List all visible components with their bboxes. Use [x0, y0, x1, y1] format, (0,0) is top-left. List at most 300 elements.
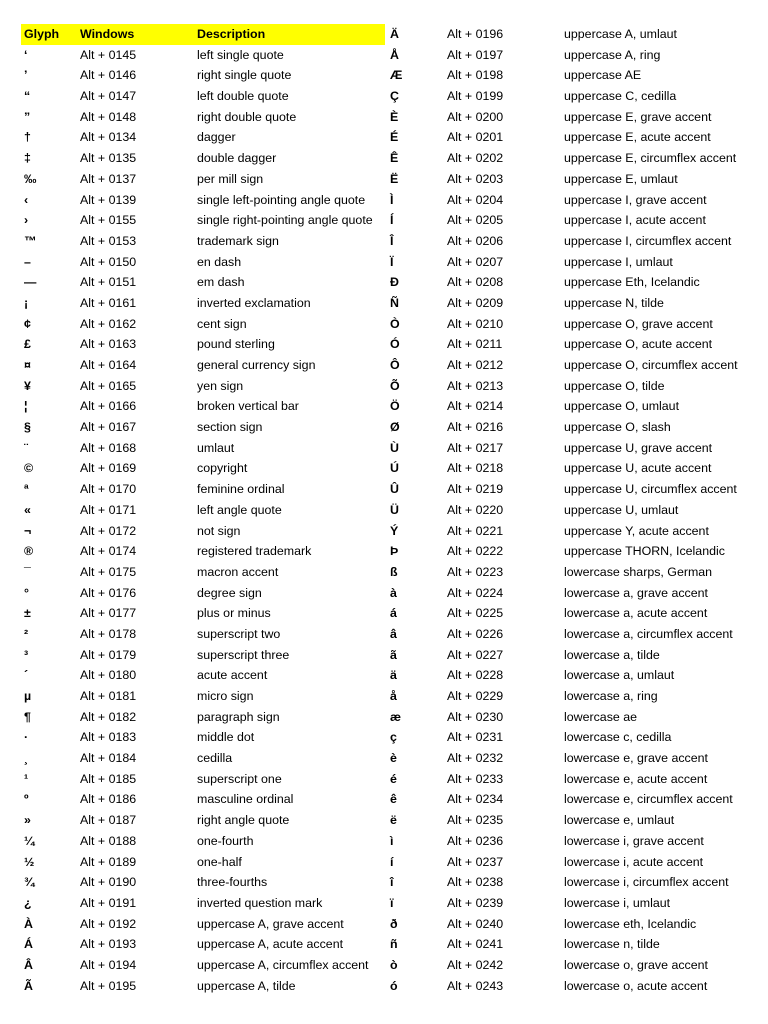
- right-glyph: Ï: [390, 254, 394, 269]
- right-description: uppercase O, umlaut: [564, 399, 680, 414]
- table-row: [0, 272, 768, 293]
- right-alt-code: Alt + 0221: [447, 523, 504, 538]
- left-alt-code: Alt + 0167: [80, 420, 137, 435]
- left-alt-code: Alt + 0189: [80, 854, 137, 869]
- right-description: uppercase O, circumflex accent: [564, 358, 738, 372]
- right-glyph: ï: [390, 895, 394, 910]
- right-description: uppercase E, acute accent: [564, 130, 711, 145]
- left-description: superscript three: [197, 647, 290, 662]
- left-glyph: ²: [24, 626, 29, 641]
- left-alt-code: Alt + 0151: [80, 275, 137, 290]
- right-description: uppercase C, cedilla: [564, 89, 677, 104]
- table-row: [0, 686, 768, 707]
- right-alt-code: Alt + 0243: [447, 978, 504, 993]
- left-alt-code: Alt + 0169: [80, 461, 137, 476]
- left-glyph: ³: [24, 647, 29, 662]
- table-row: [0, 914, 768, 935]
- right-description: uppercase U, grave accent: [564, 440, 713, 455]
- right-glyph: Ü: [390, 502, 399, 517]
- left-alt-code: Alt + 0155: [80, 213, 137, 228]
- table-row: [0, 86, 768, 107]
- right-description: uppercase O, tilde: [564, 378, 665, 393]
- left-description: right double quote: [197, 109, 297, 124]
- left-description: acute accent: [197, 668, 268, 683]
- table-row: [0, 127, 768, 148]
- left-alt-code: Alt + 0183: [80, 730, 137, 745]
- table-row: [0, 934, 768, 955]
- left-alt-code: Alt + 0139: [80, 192, 137, 207]
- header-row: [0, 24, 768, 45]
- left-description: middle dot: [197, 730, 255, 745]
- right-glyph: ì: [390, 833, 394, 848]
- left-description: degree sign: [197, 585, 262, 600]
- right-description: uppercase I, grave accent: [564, 192, 707, 207]
- right-alt-code: Alt + 0198: [447, 68, 504, 83]
- glyph-column-header: Glyph: [24, 27, 60, 41]
- table-row: [0, 541, 768, 562]
- left-glyph: Á: [24, 937, 33, 952]
- right-description: lowercase a, ring: [564, 689, 658, 703]
- right-description: lowercase a, acute accent: [564, 606, 708, 621]
- windows-column-header: Windows: [80, 27, 135, 41]
- right-description: uppercase Eth, Icelandic: [564, 275, 700, 290]
- right-glyph: ã: [390, 647, 397, 662]
- left-alt-code: Alt + 0163: [80, 337, 137, 352]
- right-description: uppercase Y, acute accent: [564, 523, 709, 538]
- right-description: lowercase eth, Icelandic: [564, 916, 697, 931]
- right-description: lowercase e, circumflex accent: [564, 792, 733, 807]
- left-glyph: §: [24, 420, 31, 435]
- left-glyph: º: [24, 792, 29, 807]
- left-alt-code: Alt + 0190: [80, 875, 137, 890]
- left-description: one-half: [197, 854, 242, 869]
- right-glyph: é: [390, 771, 397, 786]
- right-alt-code: Alt + 0203: [447, 171, 504, 186]
- left-alt-code: Alt + 0146: [80, 68, 137, 83]
- left-glyph: ±: [24, 606, 31, 621]
- left-glyph: ¾: [24, 875, 35, 890]
- right-description: lowercase a, circumflex accent: [564, 626, 733, 641]
- right-glyph: ñ: [390, 937, 398, 952]
- left-description: section sign: [197, 420, 263, 435]
- left-description: feminine ordinal: [197, 482, 285, 497]
- right-glyph: Í: [390, 213, 394, 228]
- table-row: [0, 645, 768, 666]
- left-alt-code: Alt + 0148: [80, 109, 137, 124]
- table-row: [0, 417, 768, 438]
- right-alt-code: Alt + 0228: [447, 668, 504, 683]
- left-description: single left-pointing angle quote: [197, 192, 366, 207]
- right-description: lowercase o, acute accent: [564, 978, 708, 993]
- right-description: uppercase N, tilde: [564, 295, 664, 310]
- left-alt-code: Alt + 0147: [80, 89, 137, 104]
- right-description: uppercase E, umlaut: [564, 171, 678, 186]
- left-glyph: ¶: [24, 709, 31, 724]
- left-glyph: ¬: [24, 523, 32, 538]
- left-description: masculine ordinal: [197, 792, 294, 807]
- left-description: copyright: [197, 461, 248, 476]
- table-row: [0, 458, 768, 479]
- right-alt-code: Alt + 0234: [447, 792, 504, 807]
- left-description: plus or minus: [197, 606, 271, 621]
- left-alt-code: Alt + 0193: [80, 937, 137, 952]
- left-glyph: ¼: [24, 833, 35, 848]
- left-description: paragraph sign: [197, 709, 280, 724]
- left-alt-code: Alt + 0161: [80, 295, 137, 310]
- table-row: [0, 665, 768, 686]
- right-alt-code: Alt + 0207: [447, 254, 504, 269]
- right-alt-code: Alt + 0205: [447, 213, 504, 228]
- right-alt-code: Alt + 0230: [447, 709, 504, 724]
- right-alt-code: Alt + 0232: [447, 751, 504, 766]
- left-glyph: ”: [24, 109, 31, 124]
- right-glyph: Î: [390, 233, 394, 248]
- left-glyph: ‘: [24, 47, 28, 62]
- table-row: [0, 707, 768, 728]
- right-alt-code: Alt + 0216: [447, 420, 504, 435]
- table-row: [0, 252, 768, 273]
- right-description: lowercase ae: [564, 709, 638, 724]
- left-alt-code: Alt + 0177: [80, 606, 137, 621]
- right-description: uppercase O, acute accent: [564, 337, 713, 352]
- left-glyph: ¨: [24, 440, 29, 455]
- left-glyph: —: [24, 275, 37, 290]
- right-description: lowercase o, grave accent: [564, 957, 708, 972]
- left-description: umlaut: [197, 440, 235, 455]
- right-glyph: Ä: [390, 27, 399, 41]
- right-glyph: ä: [390, 668, 397, 683]
- left-description: micro sign: [197, 689, 254, 703]
- right-glyph: Ø: [390, 420, 400, 435]
- right-description: lowercase e, grave accent: [564, 751, 708, 766]
- left-description: em dash: [197, 275, 245, 290]
- left-description: en dash: [197, 254, 242, 269]
- right-glyph: Ë: [390, 171, 399, 186]
- left-description: not sign: [197, 523, 241, 538]
- right-glyph: à: [390, 585, 397, 600]
- table-row: [0, 831, 768, 852]
- left-description: left double quote: [197, 89, 289, 104]
- right-glyph: Þ: [390, 544, 399, 559]
- left-alt-code: Alt + 0170: [80, 482, 137, 497]
- left-alt-code: Alt + 0135: [80, 151, 137, 166]
- left-glyph: ¤: [24, 358, 31, 372]
- left-alt-code: Alt + 0179: [80, 647, 137, 662]
- left-glyph: ©: [24, 461, 34, 476]
- right-glyph: ó: [390, 978, 398, 993]
- left-alt-code: Alt + 0194: [80, 957, 137, 972]
- left-glyph: ´: [24, 668, 29, 683]
- table-row: [0, 169, 768, 190]
- left-alt-code: Alt + 0164: [80, 358, 137, 372]
- right-glyph: É: [390, 130, 399, 145]
- right-description: lowercase a, tilde: [564, 647, 660, 662]
- right-description: lowercase i, circumflex accent: [564, 875, 729, 890]
- left-description: macron accent: [197, 564, 279, 579]
- left-description: per mill sign: [197, 171, 264, 186]
- right-alt-code: Alt + 0236: [447, 833, 504, 848]
- right-description: uppercase O, grave accent: [564, 316, 713, 331]
- left-description: superscript two: [197, 626, 281, 641]
- left-glyph: »: [24, 813, 31, 828]
- table-row: [0, 852, 768, 873]
- left-glyph: À: [24, 916, 33, 931]
- left-glyph: ¢: [24, 316, 31, 331]
- left-description: double dagger: [197, 151, 277, 166]
- left-alt-code: Alt + 0150: [80, 254, 137, 269]
- right-alt-code: Alt + 0200: [447, 109, 504, 124]
- left-glyph: ‰: [24, 171, 37, 186]
- right-alt-code: Alt + 0226: [447, 626, 504, 641]
- table-row: [0, 190, 768, 211]
- right-description: uppercase THORN, Icelandic: [564, 544, 725, 559]
- table-row: [0, 810, 768, 831]
- left-description: general currency sign: [197, 358, 316, 372]
- left-glyph: «: [24, 502, 31, 517]
- table-row: [0, 293, 768, 314]
- right-glyph: Å: [390, 47, 399, 62]
- table-row: [0, 500, 768, 521]
- left-description: cedilla: [197, 751, 233, 766]
- right-alt-code: Alt + 0227: [447, 647, 504, 662]
- table-row: [0, 624, 768, 645]
- table-row: [0, 872, 768, 893]
- left-description: three-fourths: [197, 875, 268, 890]
- right-glyph: Ò: [390, 316, 400, 331]
- right-glyph: á: [390, 606, 397, 621]
- left-glyph: ¹: [24, 771, 29, 786]
- right-glyph: Ê: [390, 151, 399, 166]
- table-row: [0, 355, 768, 376]
- left-alt-code: Alt + 0174: [80, 544, 137, 559]
- left-glyph: Ã: [24, 978, 33, 993]
- table-row: [0, 210, 768, 231]
- left-alt-code: Alt + 0184: [80, 751, 137, 766]
- right-glyph: Ñ: [390, 295, 399, 310]
- table-row: [0, 603, 768, 624]
- left-description: one-fourth: [197, 833, 254, 848]
- right-alt-code: Alt + 0201: [447, 130, 504, 145]
- left-alt-code: Alt + 0165: [80, 378, 137, 393]
- left-glyph: ¯: [24, 564, 31, 579]
- left-glyph: ½: [24, 854, 35, 869]
- left-description: cent sign: [197, 316, 247, 331]
- left-alt-code: Alt + 0178: [80, 626, 137, 641]
- left-alt-code: Alt + 0195: [80, 978, 137, 993]
- right-alt-code: Alt + 0214: [447, 399, 504, 414]
- alt-code-table: [0, 24, 768, 996]
- left-description: right single quote: [197, 68, 292, 83]
- table-row: [0, 893, 768, 914]
- right-alt-code: Alt + 0220: [447, 502, 504, 517]
- right-description: uppercase A, umlaut: [564, 27, 677, 41]
- right-alt-code: Alt + 0218: [447, 461, 504, 476]
- table-row: [0, 438, 768, 459]
- left-glyph: ª: [24, 482, 29, 497]
- left-alt-code: Alt + 0166: [80, 399, 137, 414]
- table-row: [0, 769, 768, 790]
- table-row: [0, 789, 768, 810]
- left-description: inverted exclamation: [197, 295, 311, 310]
- table-row: [0, 231, 768, 252]
- left-glyph: ¡: [24, 295, 29, 310]
- right-description: lowercase e, umlaut: [564, 813, 675, 828]
- left-glyph: µ: [24, 689, 32, 703]
- right-glyph: Ú: [390, 461, 399, 476]
- right-glyph: Û: [390, 482, 399, 497]
- right-alt-code: Alt + 0209: [447, 295, 504, 310]
- right-glyph: Ì: [390, 192, 394, 207]
- left-alt-code: Alt + 0182: [80, 709, 137, 724]
- right-glyph: î: [390, 875, 394, 890]
- right-alt-code: Alt + 0240: [447, 916, 504, 931]
- left-description: left angle quote: [197, 502, 282, 517]
- table-row: [0, 65, 768, 86]
- table-row: [0, 314, 768, 335]
- left-glyph: ¦: [24, 399, 28, 414]
- left-description: uppercase A, tilde: [197, 978, 296, 993]
- right-glyph: Ô: [390, 358, 400, 372]
- left-alt-code: Alt + 0187: [80, 813, 137, 828]
- right-glyph: æ: [390, 709, 402, 724]
- right-glyph: ò: [390, 957, 398, 972]
- right-alt-code: Alt + 0237: [447, 854, 504, 869]
- right-description: uppercase I, acute accent: [564, 213, 706, 228]
- right-description: lowercase a, grave accent: [564, 585, 708, 600]
- right-alt-code: Alt + 0229: [447, 689, 504, 703]
- table-row: [0, 396, 768, 417]
- left-alt-code: Alt + 0188: [80, 833, 137, 848]
- left-alt-code: Alt + 0162: [80, 316, 137, 331]
- left-description: superscript one: [197, 771, 282, 786]
- table-row: [0, 521, 768, 542]
- left-glyph: ®: [24, 544, 34, 559]
- left-description: uppercase A, acute accent: [197, 937, 344, 952]
- description-column-header: Description: [197, 27, 266, 41]
- left-glyph: Â: [24, 957, 33, 972]
- right-description: uppercase AE: [564, 68, 642, 83]
- right-description: lowercase i, umlaut: [564, 895, 671, 910]
- left-glyph: °: [24, 585, 29, 600]
- right-alt-code: Alt + 0212: [447, 358, 504, 372]
- right-alt-code: Alt + 0239: [447, 895, 504, 910]
- table-row: [0, 148, 768, 169]
- table-row: [0, 334, 768, 355]
- right-alt-code: Alt + 0225: [447, 606, 504, 621]
- left-description: right angle quote: [197, 813, 290, 828]
- right-alt-code: Alt + 0202: [447, 151, 504, 166]
- right-glyph: ß: [390, 564, 398, 579]
- left-glyph: “: [24, 89, 31, 104]
- right-description: lowercase i, grave accent: [564, 833, 704, 848]
- right-glyph: Ó: [390, 337, 400, 352]
- left-description: trademark sign: [197, 233, 279, 248]
- left-alt-code: Alt + 0192: [80, 916, 137, 931]
- right-glyph: ç: [390, 730, 397, 745]
- left-alt-code: Alt + 0181: [80, 689, 137, 703]
- left-glyph: ™: [24, 233, 37, 248]
- left-alt-code: Alt + 0175: [80, 564, 137, 579]
- right-alt-code: Alt + 0235: [447, 813, 504, 828]
- right-alt-code: Alt + 0231: [447, 730, 504, 745]
- table-row: [0, 976, 768, 997]
- right-glyph: Ð: [390, 275, 399, 290]
- left-description: dagger: [197, 130, 236, 145]
- right-alt-code: Alt + 0219: [447, 482, 504, 497]
- table-row: [0, 727, 768, 748]
- right-alt-code: Alt + 0241: [447, 937, 504, 952]
- right-description: lowercase sharps, German: [564, 564, 713, 579]
- left-alt-code: Alt + 0145: [80, 47, 137, 62]
- table-row: [0, 107, 768, 128]
- right-alt-code: Alt + 0233: [447, 771, 504, 786]
- right-description: uppercase U, acute accent: [564, 461, 712, 476]
- left-description: uppercase A, circumflex accent: [197, 957, 369, 972]
- left-description: registered trademark: [197, 544, 312, 559]
- right-glyph: í: [390, 854, 394, 869]
- right-description: uppercase U, circumflex accent: [564, 482, 737, 497]
- left-description: uppercase A, grave accent: [197, 916, 344, 931]
- right-glyph: Ù: [390, 440, 399, 455]
- left-description: left single quote: [197, 47, 284, 62]
- table-row: [0, 376, 768, 397]
- right-glyph: è: [390, 751, 397, 766]
- left-glyph: ·: [24, 730, 29, 745]
- table-row: [0, 748, 768, 769]
- right-alt-code: Alt + 0217: [447, 440, 504, 455]
- right-alt-code: Alt + 0224: [447, 585, 504, 600]
- left-alt-code: Alt + 0153: [80, 233, 137, 248]
- right-glyph: ë: [390, 813, 397, 828]
- table-row: [0, 45, 768, 66]
- right-alt-code: Alt + 0223: [447, 564, 504, 579]
- right-alt-code: Alt + 0242: [447, 957, 504, 972]
- right-description: uppercase A, ring: [564, 47, 661, 62]
- right-alt-code: Alt + 0210: [447, 316, 504, 331]
- right-description: lowercase a, umlaut: [564, 668, 675, 683]
- right-glyph: Ö: [390, 399, 400, 414]
- right-alt-code: Alt + 0211: [447, 337, 503, 352]
- left-glyph: †: [24, 130, 31, 145]
- left-description: broken vertical bar: [197, 399, 299, 414]
- right-glyph: Æ: [390, 68, 403, 83]
- left-glyph: ¥: [24, 378, 31, 393]
- left-description: yen sign: [197, 378, 244, 393]
- table-row: [0, 562, 768, 583]
- left-glyph: £: [24, 337, 31, 352]
- left-description: single right-pointing angle quote: [197, 213, 373, 228]
- right-alt-code: Alt + 0238: [447, 875, 504, 890]
- right-description: lowercase i, acute accent: [564, 854, 704, 869]
- right-glyph: ê: [390, 792, 397, 807]
- right-description: uppercase E, circumflex accent: [564, 151, 737, 166]
- left-glyph: –: [24, 254, 31, 269]
- right-alt-code: Alt + 0196: [447, 27, 504, 41]
- left-glyph: ’: [24, 68, 28, 83]
- right-alt-code: Alt + 0222: [447, 544, 504, 559]
- left-description: inverted question mark: [197, 895, 323, 910]
- table-row: [0, 583, 768, 604]
- right-description: lowercase c, cedilla: [564, 730, 672, 745]
- left-glyph: ¿: [24, 895, 32, 910]
- table-row: [0, 479, 768, 500]
- table-row: [0, 955, 768, 976]
- left-glyph: ›: [24, 213, 29, 228]
- left-alt-code: Alt + 0191: [80, 895, 137, 910]
- right-alt-code: Alt + 0206: [447, 233, 504, 248]
- right-alt-code: Alt + 0208: [447, 275, 504, 290]
- left-alt-code: Alt + 0176: [80, 585, 137, 600]
